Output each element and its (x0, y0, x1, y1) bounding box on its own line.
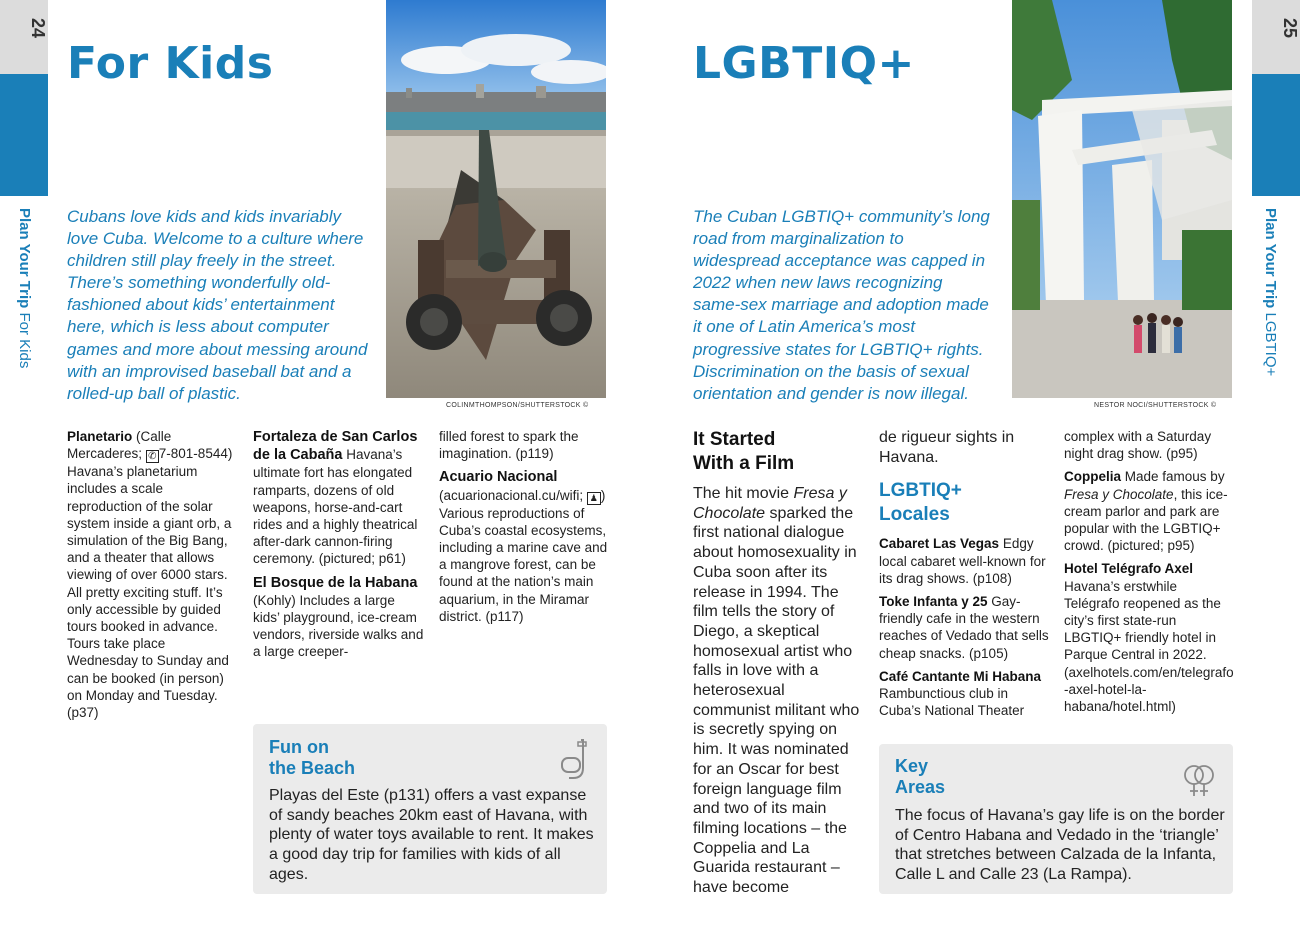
film-heading (693, 428, 861, 476)
bosque-text: (Kohly) Includes a large kids’ playground, ice-cream vendors, riverside walks and a large creeper- (253, 592, 424, 660)
locales-heading (879, 479, 1049, 527)
key-areas-heading (895, 756, 945, 798)
fortaleza-text: Havana’s ultimate fort has elongated ramparts, dozens of old weapons, horse-and-cart rides and a highly theatrical after-dark cannon-firing ceremony. (pictured; p61) (253, 447, 418, 567)
left-section-label (16, 208, 33, 368)
toke-name: Toke Infanta y 25 (879, 594, 988, 610)
right-section-label (1262, 208, 1279, 376)
film-heading-1: It Started (693, 429, 776, 450)
left-page-tab (0, 0, 48, 74)
fun-on-beach-box (253, 724, 607, 894)
film-text (693, 484, 861, 898)
fun-on-beach-text: Playas del Este (p131) offers a vast expanse of sandy beaches 20km east of Havana, with plenty of water toys available to rent. It makes a good day trip for families with kids of all ages. (269, 787, 594, 883)
left-col-2 (253, 428, 425, 667)
bosque-name: El Bosque de la Habana (253, 574, 418, 591)
locales-heading-2: Locales (879, 504, 950, 526)
fun-on-beach-heading (269, 737, 355, 779)
planetario-name: Planetario (67, 429, 133, 444)
left-page-title: For Kids (67, 38, 274, 89)
female-pair-icon (1181, 764, 1217, 798)
right-section-label-light: LGBTIQ+ (1262, 312, 1279, 377)
left-intro: Cubans love kids and kids invariably love Cuba. Welcome to a culture where children still play freely in the street. There’s something wonderfully old-fashioned about kids’ entertainment here, which is less about computer games and more about messing around with an improvised baseball bat and a rolled-up ball of plastic. (67, 207, 368, 403)
acuario-text-2: ) Various reproductions of Cuba’s coastal ecosystems, including a marine cave and a mangrove forest, can be found at the nation’s main aquarium, in the Miramar district. (p117) (439, 487, 608, 624)
key-areas-heading-1: Key (895, 756, 929, 776)
left-col-3 (439, 428, 609, 631)
family-icon: ♟ (587, 492, 601, 505)
fun-on-beach-heading-2: the Beach (269, 758, 356, 778)
right-section-label-bold: Plan Your Trip (1262, 208, 1279, 309)
acuario-text-1: (acuarionacional.cu/wifi; (439, 487, 587, 503)
cafe-name: Café Cantante Mi Habana (879, 668, 1042, 684)
right-col-2 (879, 428, 1049, 725)
right-page-number: 25 (1280, 18, 1300, 39)
coppelia-text-1: Made famous by (1121, 469, 1225, 485)
right-section-marker (1252, 74, 1300, 196)
right-intro: The Cuban LGBTIQ+ community’s long road from marginalization to widespread acceptance was capped in 2022 when new laws recognizing same-sex marriage and adoption made it one of Latin America’s most progressive states for LGBTIQ+ rights. Discrimination on the basis of sexual orientation and gender is now illegal. (693, 207, 990, 403)
planetario-text-2: ) Havana’s planetarium includes a scale reproduction of the solar system inside a giant orb, a simulation of the Big Bang, and a theater that allows viewing of over 6000 stars. All pretty exciting stuff. It’s only accessible by guided tours booked in advance. Tours take place Wednesday to Sunday and can be booked (in person) on Monday and Tuesday. (p37) (67, 446, 233, 721)
key-areas-heading-2: Areas (895, 777, 946, 797)
film-text-1: The hit movie (693, 485, 794, 502)
cabaret-text: Edgy local cabaret well-known for its drag shows. (p108) (879, 536, 1046, 586)
left-section-label-bold: Plan Your Trip (16, 208, 33, 309)
coppelia-photo (1012, 0, 1232, 398)
coppelia-name: Coppelia (1064, 469, 1122, 485)
right-photo-credit: NESTOR NOCI/SHUTTERSTOCK © (1094, 402, 1217, 409)
key-areas-box (879, 744, 1233, 894)
cafe-continued: complex with a Saturday night drag show. (p95) (1064, 429, 1212, 462)
cafe-text: Rambunctious club in Cuba’s National Theater (879, 686, 1025, 719)
right-page-tab (1252, 0, 1300, 74)
film-title: Fresa y Chocolate (693, 485, 847, 522)
film-continued: de rigueur sights in Havana. (879, 429, 1015, 466)
fortaleza-name: Fortaleza de San Carlos de la Cabaña (253, 429, 418, 464)
bosque-continued: filled forest to spark the imagination. (p119) (439, 429, 579, 462)
left-col-1 (67, 428, 237, 727)
hotel-text: Havana’s erstwhile Telégrafo reopened as the city’s first state-run LBGTIQ+ friendly hotel in Parque Central in 2022. (axelhotels.com/en/telegrafo-axel-hotel-la-habana/hotel.html) (1064, 578, 1234, 715)
left-section-marker (0, 74, 48, 196)
cannon-photo (386, 0, 606, 398)
acuario-name: Acuario Nacional (439, 469, 558, 486)
hotel-name: Hotel Telégrafo Axel (1064, 561, 1194, 577)
left-page-number: 24 (28, 18, 48, 39)
coppelia-film: Fresa y Chocolate (1064, 486, 1174, 502)
toke-text: Gay-friendly cafe in the western reaches of Vedado that sells cheap snacks. (p105) (879, 594, 1049, 661)
film-heading-2: With a Film (693, 453, 795, 474)
cabaret-name: Cabaret Las Vegas (879, 536, 1000, 552)
right-col-1 (693, 428, 861, 898)
left-photo-credit: COLINMTHOMPSON/SHUTTERSTOCK © (446, 402, 589, 409)
right-page-title: LGBTIQ+ (693, 38, 915, 89)
planetario-phone: 7-801-8544 (158, 446, 228, 462)
right-col-3 (1064, 428, 1236, 721)
snorkel-icon (559, 738, 593, 782)
coppelia-text-2: , this ice-cream parlor and park are popular with the LGBTIQ+ crowd. (pictured; p95) (1064, 486, 1228, 554)
planetario-text-1: (Calle Mercaderes; (67, 429, 172, 462)
key-areas-text: The focus of Havana’s gay life is on the border of Centro Habana and Vedado in the ‘triangle’ that stretches between Calzada de la Infanta, Calle L and Calle 23 (La Rampa). (895, 807, 1225, 884)
film-text-2: sparked the first national dialogue about homosexuality in Cuba soon after its release in 1994. The film tells the story of Diego, a skeptical homosexual artist who falls in love with a heterosexual communist militant who is secretly spying on him. It was nominated for an Oscar for best foreign language film and two of its main filming locations – the Coppelia and La Guarida restaurant – have become (693, 504, 860, 897)
fun-on-beach-heading-1: Fun on (269, 737, 329, 757)
left-section-label-light: For Kids (16, 312, 33, 369)
locales-heading-1: LGBTIQ+ (879, 480, 962, 502)
phone-icon: ✆ (146, 450, 159, 463)
